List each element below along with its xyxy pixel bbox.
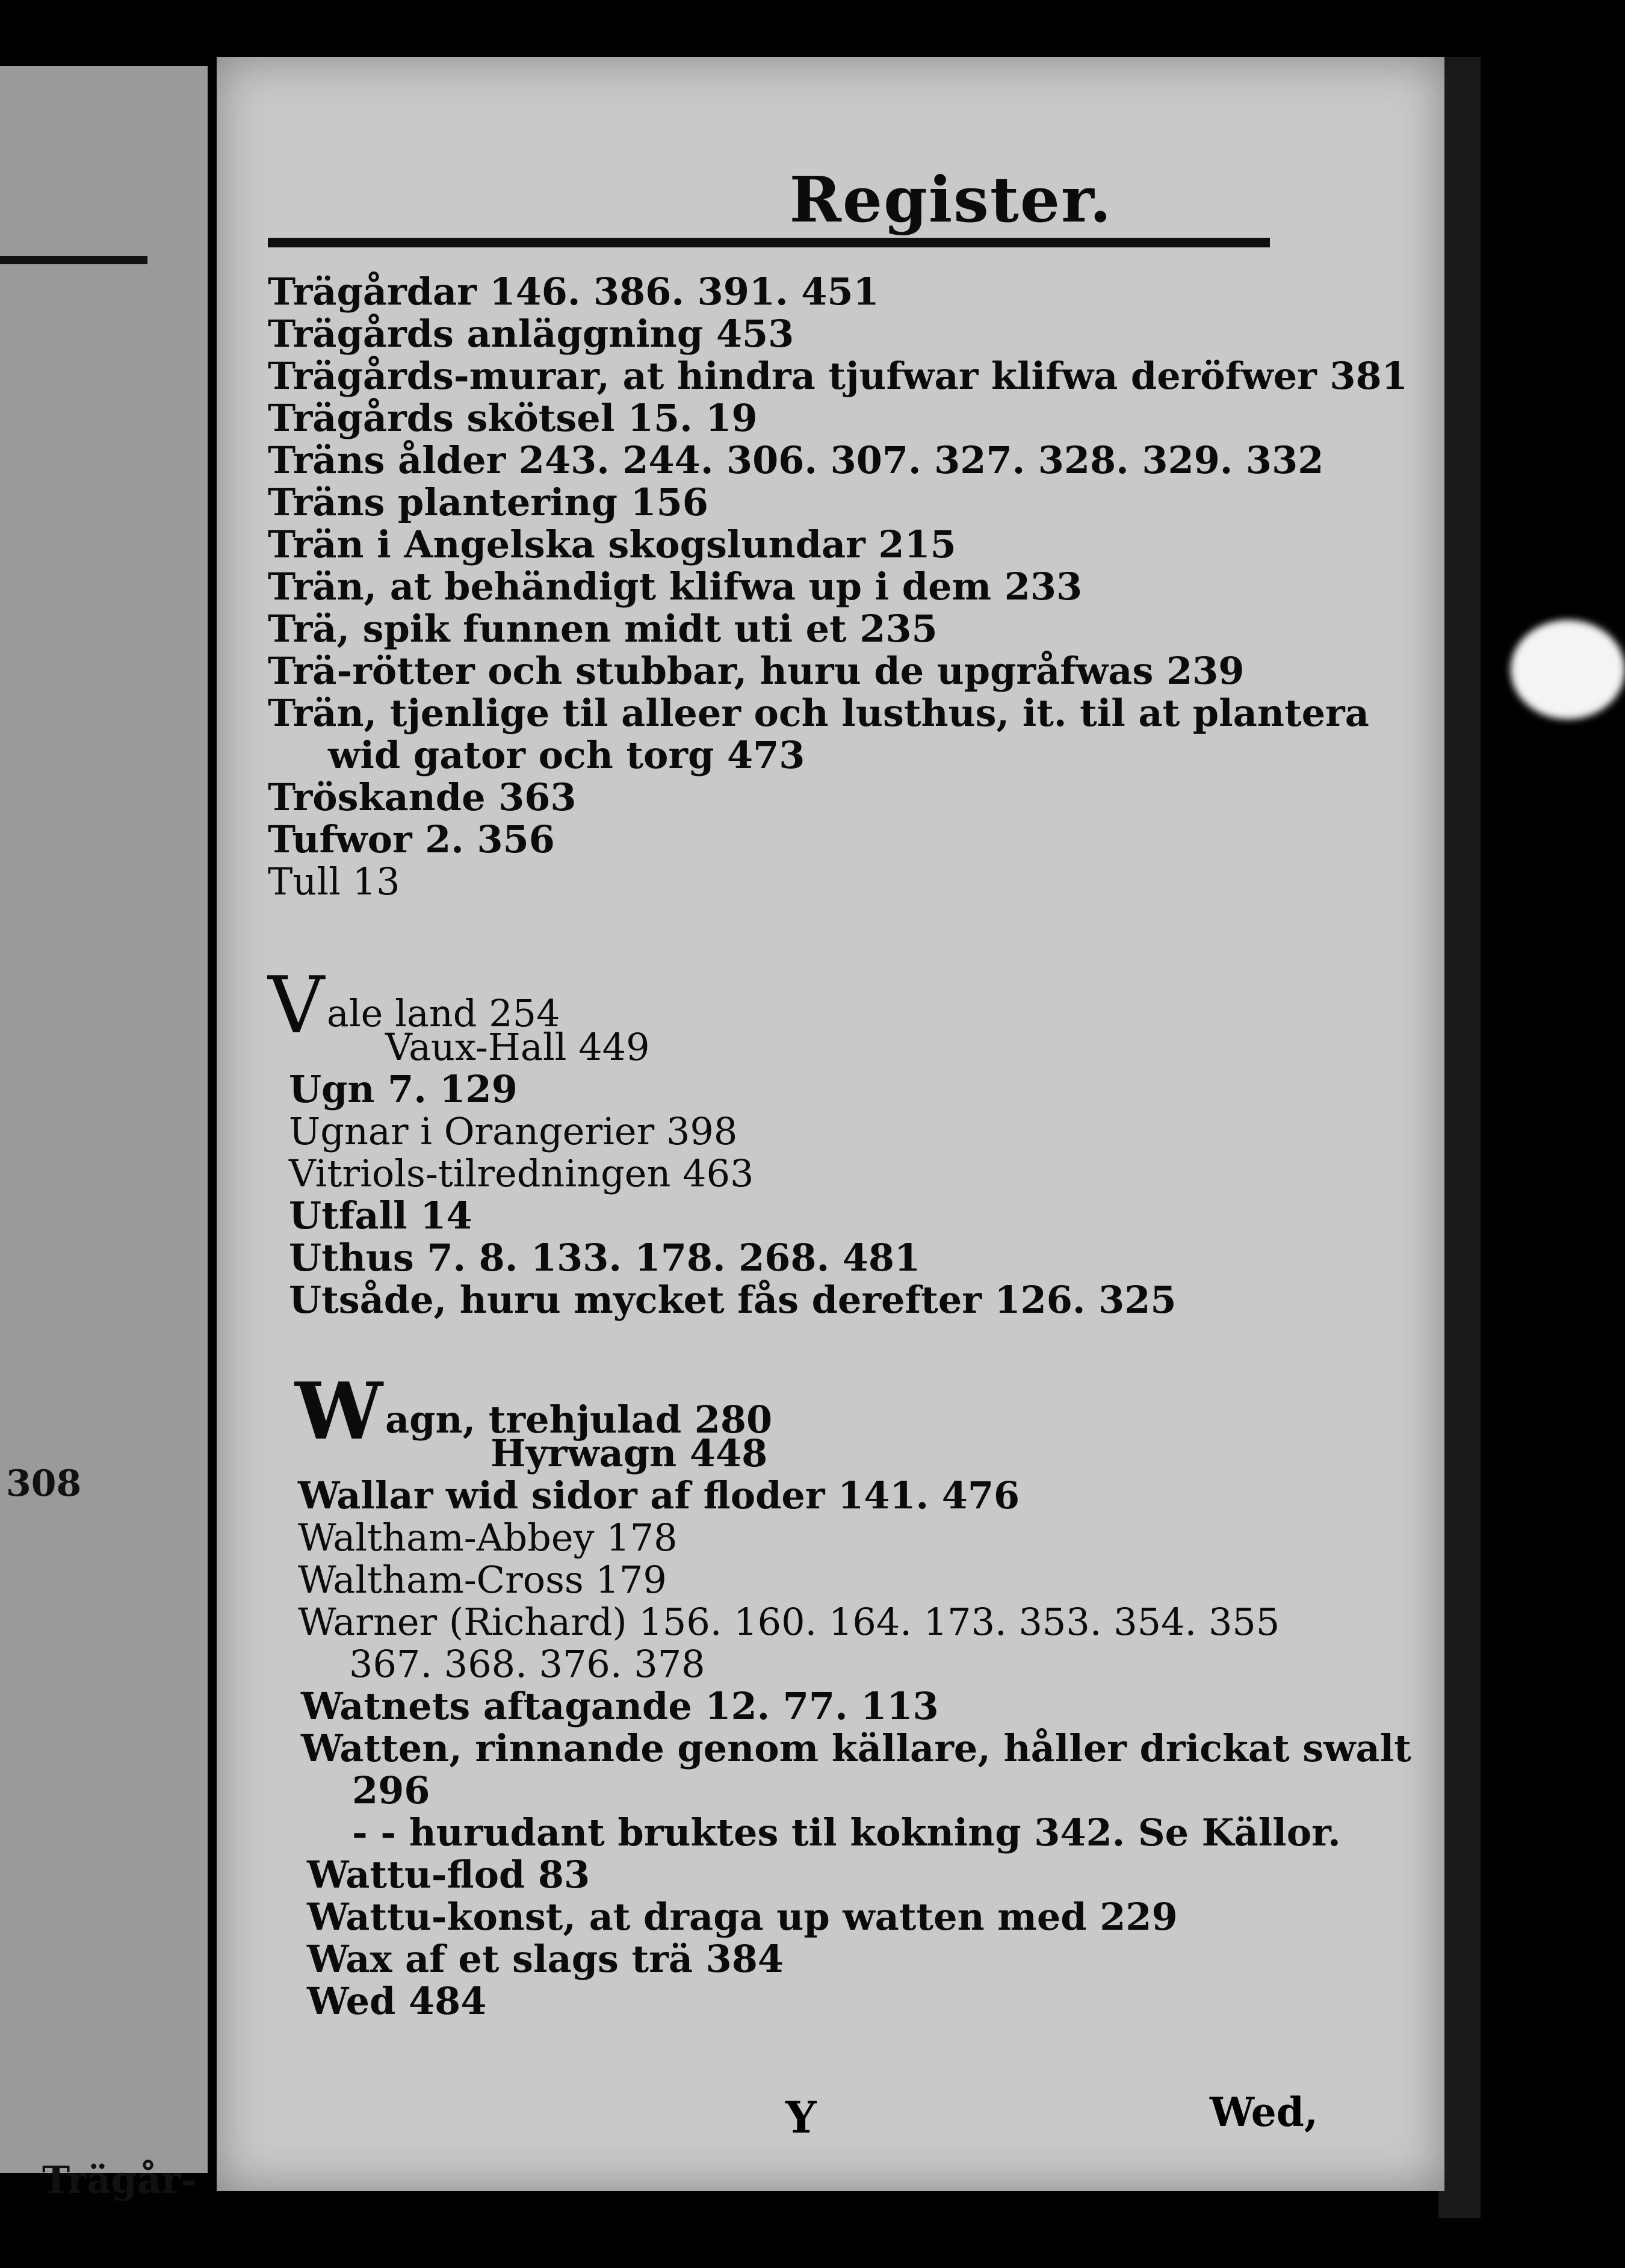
page-edge — [1438, 57, 1481, 2218]
index-entry: ale land 254 — [326, 991, 560, 1035]
index-entry: Trägårds-murar, at hindra tjufwar klifwa deröfwer 381 — [268, 354, 1408, 398]
facing-page — [0, 66, 208, 2202]
index-entry: Waltham-Cross 179 — [298, 1558, 667, 1602]
index-entry: Vaux-Hall 449 — [385, 1025, 650, 1069]
section-v-dropcap: V — [268, 959, 324, 1051]
index-entry: Warner (Richard) 156. 160. 164. 173. 353. 354. 355 — [298, 1600, 1280, 1644]
index-entry: Waltham-Abbey 178 — [298, 1516, 678, 1560]
index-entry: Trägårdar 146. 386. 391. 451 — [268, 270, 879, 314]
index-entry: Trän i Angelska skogslundar 215 — [268, 522, 956, 566]
index-entry: Trän, tjenlige til alleer och lusthus, it. til at plantera — [268, 691, 1369, 735]
index-entry: Uthus 7. 8. 133. 178. 268. 481 — [289, 1236, 921, 1280]
index-entry-continuation: 367. 368. 376. 378 — [349, 1642, 705, 1686]
index-entry: Träns ålder 243. 244. 306. 307. 327. 328. 329. 332 — [268, 438, 1324, 482]
index-entry: Wallar wid sidor af floder 141. 476 — [298, 1473, 1020, 1517]
index-entry: Hyrwagn 448 — [491, 1431, 768, 1475]
index-entry: Utfall 14 — [289, 1194, 472, 1238]
title-rule — [268, 238, 1270, 247]
facing-page-number: 308 — [6, 1463, 82, 1505]
index-entry: Wattu-flod 83 — [307, 1853, 590, 1897]
index-entry: Wed 484 — [307, 1979, 487, 2023]
index-entry: Utsåde, huru mycket fås derefter 126. 325 — [289, 1278, 1177, 1322]
index-entry: Vitriols-tilredningen 463 — [289, 1151, 754, 1195]
index-entry: Trän, at behändigt klifwa up i dem 233 — [268, 565, 1083, 609]
index-entry-continuation: wid gator och torg 473 — [328, 733, 805, 777]
index-entry: - - hurudant bruktes til kokning 342. Se Källor. — [352, 1811, 1341, 1854]
index-entry: Tull 13 — [268, 860, 400, 903]
index-entry-continuation: 296 — [352, 1768, 430, 1812]
index-entry: Träns plantering 156 — [268, 480, 708, 524]
paper-stain — [1511, 620, 1625, 719]
register-page — [217, 57, 1444, 2191]
index-entry: Trä-rötter och stubbar, huru de upgråfwas 239 — [268, 649, 1245, 693]
index-entry: Watten, rinnande genom källare, håller drickat swalt — [301, 1726, 1411, 1770]
signature-mark: Y — [785, 2092, 817, 2143]
index-entry: Trägårds skötsel 15. 19 — [268, 396, 758, 440]
index-entry: Trä, spik funnen midt uti et 235 — [268, 607, 938, 651]
index-entry: Watnets aftagande 12. 77. 113 — [301, 1684, 939, 1728]
index-entry: agn, trehjulad 280 — [385, 1398, 773, 1442]
index-entry: Wax af et slags trä 384 — [307, 1937, 784, 1981]
index-entry: Ugnar i Orangerier 398 — [289, 1109, 738, 1153]
footer-catchword: Wed, — [1210, 2089, 1318, 2136]
facing-page-rule — [0, 256, 147, 264]
facing-page-catchword: Trägår- — [42, 2158, 197, 2202]
page-title: Register. — [789, 163, 1113, 237]
section-w-dropcap: W — [295, 1365, 383, 1457]
index-entry: Ugn 7. 129 — [289, 1067, 518, 1111]
index-entry: Trägårds anläggning 453 — [268, 312, 794, 356]
index-entry: Wattu-konst, at draga up watten med 229 — [307, 1895, 1178, 1939]
index-entry: Tröskande 363 — [268, 775, 577, 819]
index-entry: Tufwor 2. 356 — [268, 817, 555, 861]
